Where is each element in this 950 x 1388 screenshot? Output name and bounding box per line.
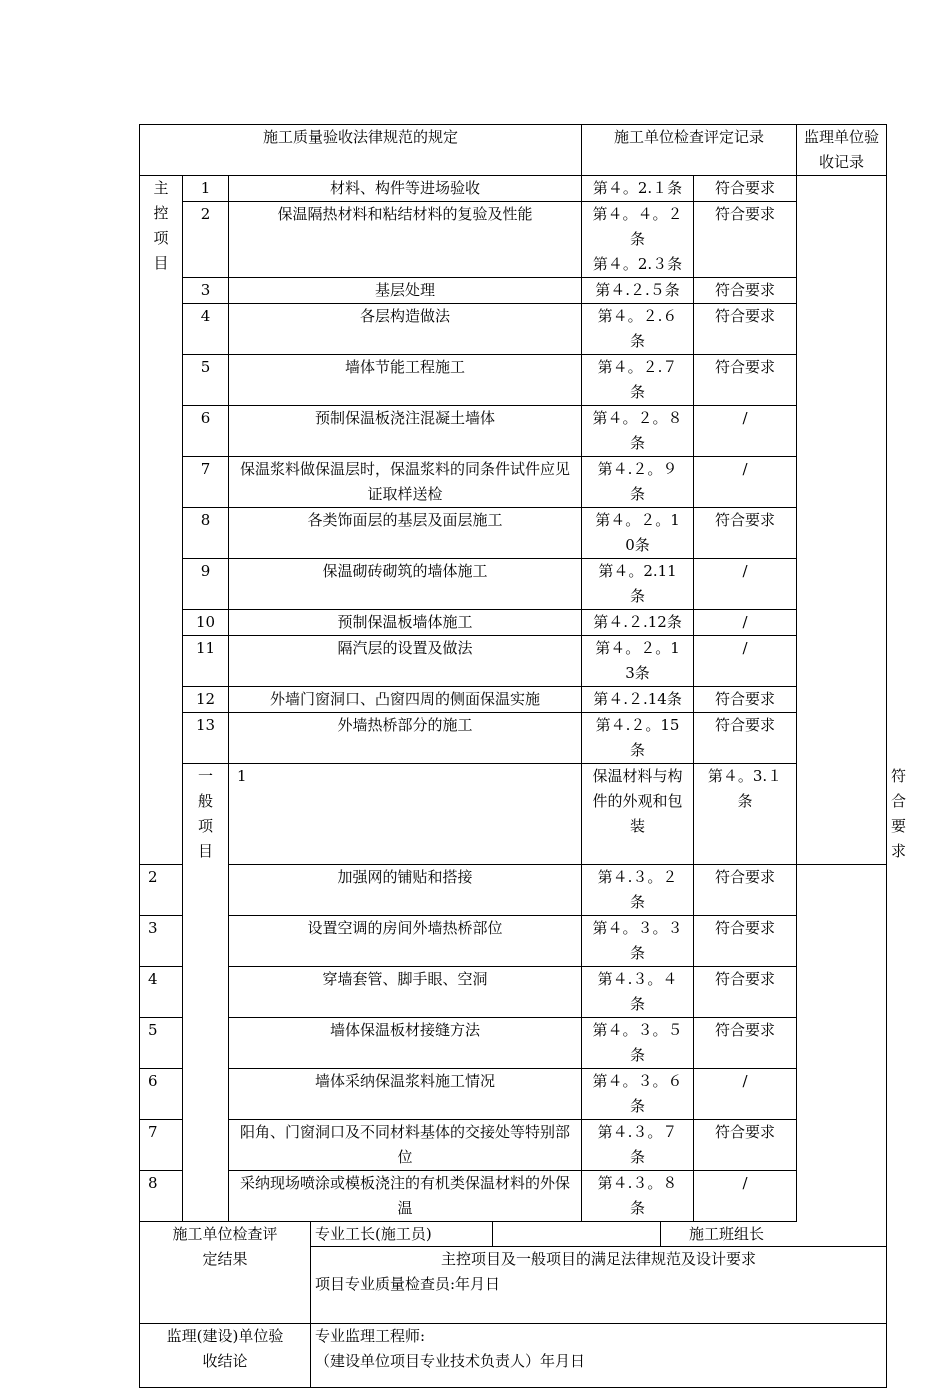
item-description: 穿墙套管、脚手眼、空洞 [229, 967, 582, 1018]
item-description: 阳角、门窗洞口及不同材料基体的交接处等特别部位 [229, 1120, 582, 1171]
item-result: 符合要求 [694, 202, 797, 278]
item-number: 5 [140, 1018, 183, 1069]
item-standard: 第４.３。４条 [582, 967, 694, 1018]
main-items-label [140, 176, 183, 865]
item-number: 11 [183, 636, 229, 687]
item-number: 13 [183, 713, 229, 764]
item-result: 符合要求 [694, 1018, 797, 1069]
table-row [140, 636, 887, 687]
item-description: 保温砌砖砌筑的墙体施工 [229, 559, 582, 610]
item-number: 4 [140, 967, 183, 1018]
item-description: 墙体保温板材接缝方法 [229, 1018, 582, 1069]
item-result: 符合要求 [694, 967, 797, 1018]
header-check: 施工单位检查评定记录 [582, 125, 797, 176]
item-number: 8 [140, 1171, 183, 1222]
item-description: 保温材料与构件的外观和包装 [582, 764, 694, 865]
section-label-text: 主控项目 [153, 179, 169, 272]
item-number: 8 [183, 508, 229, 559]
item-number: 3 [183, 278, 229, 304]
table-row [140, 967, 887, 1018]
item-description: 墙体采纳保温浆料施工情况 [229, 1069, 582, 1120]
item-number: 6 [183, 406, 229, 457]
item-standard: 第４。２。13条 [582, 636, 694, 687]
item-description: 保温浆料做保温层时，保温浆料的同条件试件应见证取样送检 [229, 457, 582, 508]
item-description: 采纳现场喷涂或模板浇注的有机类保温材料的外保温 [229, 1171, 582, 1222]
item-standard: 第４。２。10条 [582, 508, 694, 559]
item-result: / [694, 610, 797, 636]
item-description: 加强网的铺贴和搭接 [229, 865, 582, 916]
item-standard: 第４.２。15条 [582, 713, 694, 764]
item-description: 设置空调的房间外墙热桥部位 [229, 916, 582, 967]
foreman-label: 专业工长(施工员) [311, 1222, 493, 1247]
item-result: 符合要求 [694, 865, 797, 916]
item-standard: 第４.２.５条 [582, 278, 694, 304]
contractor-result-label [140, 1222, 311, 1324]
header-spec: 施工质量验收法律规范的规定 [140, 125, 582, 176]
item-result: 符合要求 [694, 278, 797, 304]
inspection-table [139, 124, 907, 1222]
item-result: 符合要求 [694, 916, 797, 967]
table-row [140, 1018, 887, 1069]
table-row [140, 406, 887, 457]
table-row [140, 304, 887, 355]
item-number: 1 [183, 176, 229, 202]
item-result: 符合要求 [694, 508, 797, 559]
item-standard: 第４。3.１条 [694, 764, 797, 865]
item-result: 符合要求 [694, 355, 797, 406]
main-supervise-cell [797, 176, 887, 865]
item-standard: 第４。2.11条 [582, 559, 694, 610]
supervisor-engineer-text: 专业监理工程师: [315, 1327, 426, 1345]
item-result: 符合要求 [694, 1120, 797, 1171]
item-result: 符合要求 [694, 687, 797, 713]
item-standard: 第４.２.12条 [582, 610, 694, 636]
item-number: 2 [140, 865, 183, 916]
item-description: 预制保温板浇注混凝土墙体 [229, 406, 582, 457]
item-standard: 第４。３。６条 [582, 1069, 694, 1120]
foreman-value [493, 1222, 661, 1247]
table-row [140, 916, 887, 967]
owner-rep-text: （建设单位项目专业技术负责人）年月日 [315, 1352, 586, 1370]
team-leader-label: 施工班组长 [661, 1222, 887, 1247]
header-row [140, 125, 887, 176]
item-result: 符合要求 [694, 176, 797, 202]
table-row [140, 457, 887, 508]
header-supervise: 监理单位验收记录 [797, 125, 887, 176]
table-row [140, 1171, 887, 1222]
conclusion-text: 主控项目及一般项目的满足法律规范及设计要求 [440, 1250, 756, 1268]
item-number: 2 [183, 202, 229, 278]
item-standard: 第４.２。９条 [582, 457, 694, 508]
item-result: / [694, 406, 797, 457]
item-description: 外墙热桥部分的施工 [229, 713, 582, 764]
table-row [140, 610, 887, 636]
item-description: 材料、构件等进场验收 [229, 176, 582, 202]
item-result: 符合要求 [694, 713, 797, 764]
table-row [140, 176, 887, 202]
item-number: 1 [229, 764, 582, 865]
supervisor-conclusion-text: 监理(建设)单位验收结论 [166, 1327, 284, 1370]
item-number: 5 [183, 355, 229, 406]
table-row [140, 355, 887, 406]
table-row [140, 559, 887, 610]
footer-supervisor-row [140, 1324, 887, 1388]
item-result: / [694, 1069, 797, 1120]
item-standard: 第４。2.１条 [582, 176, 694, 202]
item-number: 7 [140, 1120, 183, 1171]
table-row [140, 713, 887, 764]
item-number: 9 [183, 559, 229, 610]
item-standard: 第４.２.14条 [582, 687, 694, 713]
table-row [140, 687, 887, 713]
item-description: 预制保温板墙体施工 [229, 610, 582, 636]
item-standard: 第４。２.７条 [582, 355, 694, 406]
item-description: 各层构造做法 [229, 304, 582, 355]
table-row [140, 1120, 887, 1171]
item-description: 保温隔热材料和粘结材料的复验及性能 [229, 202, 582, 278]
item-result: 符合要求 [694, 304, 797, 355]
item-description: 墙体节能工程施工 [229, 355, 582, 406]
table-row [140, 278, 887, 304]
item-description: 基层处理 [229, 278, 582, 304]
item-standard: 第４。３。５条 [582, 1018, 694, 1069]
item-standard: 第４。２.６条 [582, 304, 694, 355]
item-standard: 第４.３。７条 [582, 1120, 694, 1171]
item-standard: 第４.３。８条 [582, 1171, 694, 1222]
table-row [140, 508, 887, 559]
supervisor-conclusion-label [140, 1324, 311, 1388]
item-number: 12 [183, 687, 229, 713]
item-description: 各类饰面层的基层及面层施工 [229, 508, 582, 559]
item-description: 隔汽层的设置及做法 [229, 636, 582, 687]
general-items-label [183, 764, 229, 1222]
contractor-result-text: 施工单位检查评定结果 [172, 1225, 278, 1268]
item-number: 10 [183, 610, 229, 636]
item-number: 3 [140, 916, 183, 967]
supervisor-cell [311, 1324, 887, 1388]
acceptance-form [139, 124, 907, 1388]
footer-table [139, 1222, 887, 1388]
section-label-text: 一般项目 [197, 767, 213, 860]
item-description: 外墙门窗洞口、凸窗四周的侧面保温实施 [229, 687, 582, 713]
inspector-text: 项目专业质量检查员:年月日 [315, 1275, 501, 1293]
item-number: 6 [140, 1069, 183, 1120]
item-result: / [694, 457, 797, 508]
item-result: / [694, 1171, 797, 1222]
table-row: 一般项目 1 保温材料与构件的外观和包装 第４。3.１条 符合要求 [140, 764, 887, 865]
item-standard: 第４。４。２条 第４。2.３条 [582, 202, 694, 278]
item-result: / [694, 559, 797, 610]
item-number: 7 [183, 457, 229, 508]
table-row [140, 865, 887, 916]
item-standard: 第４。３。３条 [582, 916, 694, 967]
table-row [140, 1069, 887, 1120]
conclusion-cell [311, 1247, 887, 1324]
item-number: 4 [183, 304, 229, 355]
item-result: / [694, 636, 797, 687]
item-standard: 第４。２。８条 [582, 406, 694, 457]
item-standard: 第４.３。２条 [582, 865, 694, 916]
footer-staff-row [140, 1222, 887, 1247]
table-row [140, 202, 887, 278]
